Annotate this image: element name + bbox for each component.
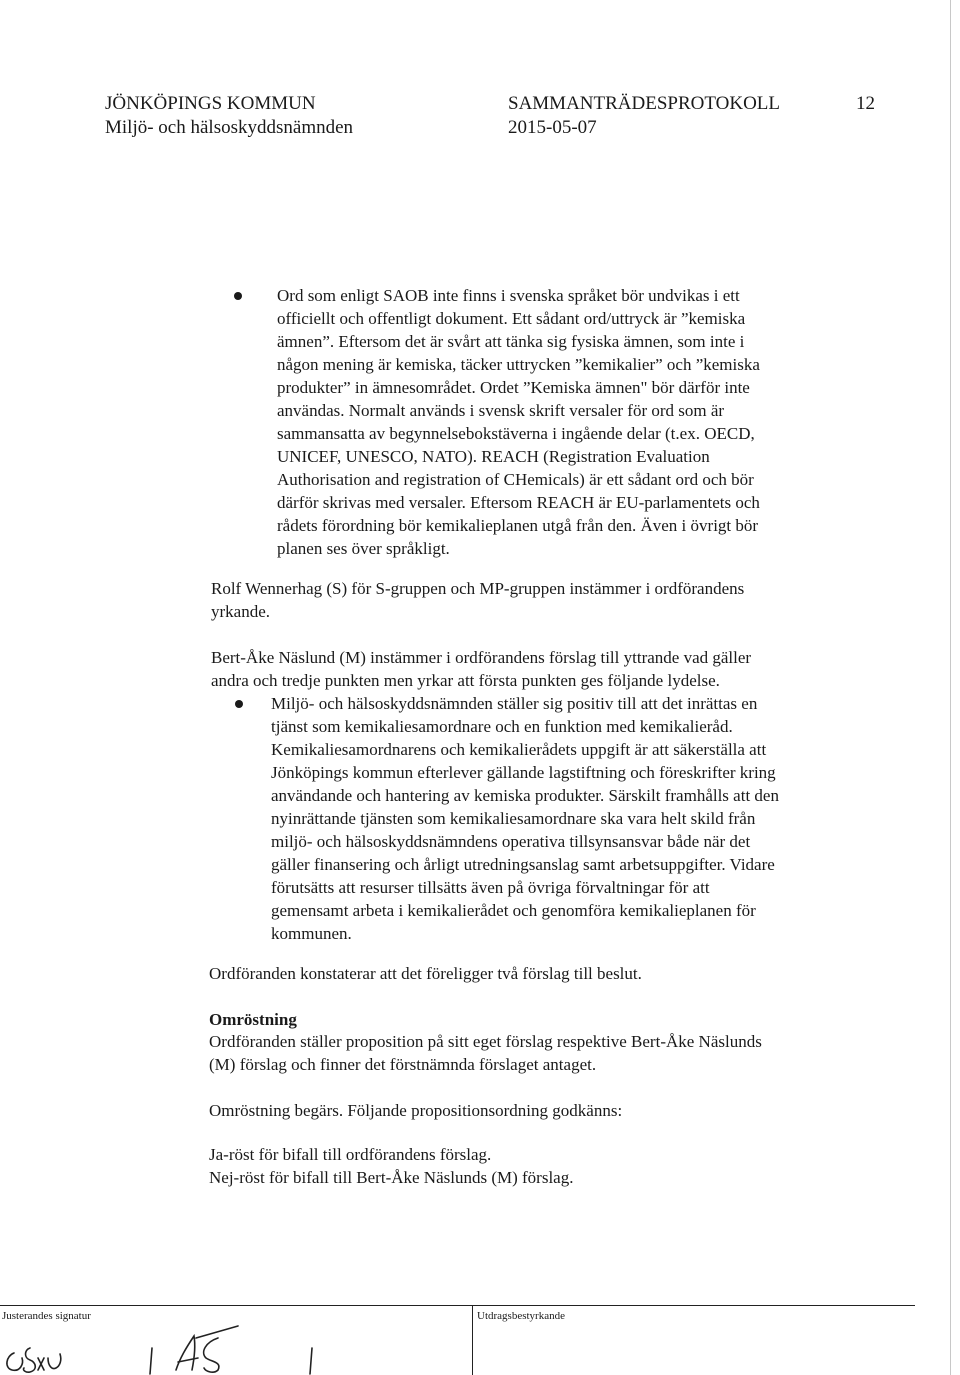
vote-ja: Ja-röst för bifall till ordförandens förslag. [209, 1145, 492, 1164]
text-line: rådets förordning bör kemikalieplanen utgå från den. Även i övrigt bör [277, 516, 759, 535]
text-line: miljö- och hälsoskyddsnämndens operativa tillsynsansvar både när det [271, 832, 751, 851]
page-number: 12 [856, 93, 875, 114]
text-line: andra och tredje punkten men yrkar att första punkten ges följande lydelse. [211, 671, 720, 690]
signature-2 [150, 1326, 312, 1374]
header-org: JÖNKÖPINGS KOMMUN [105, 93, 316, 114]
footer-divider [0, 1305, 915, 1306]
text-line: (M) förslag och finner det förstnämnda förslaget antaget. [209, 1055, 597, 1074]
paragraph-ordforanden: Ordföranden konstaterar att det föreligger två förslag till beslut. [209, 964, 642, 983]
section-heading-omrostning: Omröstning [209, 1010, 297, 1029]
text-line: därför skrivas med versaler. Eftersom REACH är EU-parlamentets och [277, 493, 760, 512]
text-line: Ord som enligt SAOB inte finns i svenska språket bör undvikas i ett [277, 286, 740, 305]
bullet-icon [234, 292, 242, 300]
footer-column-divider [472, 1305, 473, 1375]
paragraph-omrostning [209, 1030, 849, 1076]
text-line: tjänst som kemikaliesamordnare och en funktion med kemikalieråd. [271, 717, 733, 736]
vote-nej: Nej-röst för bifall till Bert-Åke Näslunds (M) förslag. [209, 1168, 574, 1187]
signatures [0, 1318, 470, 1375]
footer-label-utdrag: Utdragsbestyrkande [477, 1310, 565, 1322]
text-line: Miljö- och hälsoskyddsnämnden ställer sig positiv till att det inrättas en [271, 694, 758, 713]
text-line: förutsätts att resurser tillsätts även på övriga förvaltningar för att [271, 878, 710, 897]
text-line: Authorisation and registration of CHemicals) är ett sådant ord och bör [277, 470, 754, 489]
text-line: Bert-Åke Näslund (M) instämmer i ordförandens förslag till yttrande vad gäller [211, 648, 752, 667]
text-line: produkter” in ämnesområdet. Ordet ”Kemiska ämnen" bör därför inte [277, 378, 750, 397]
paragraph-rolf [211, 577, 851, 623]
text-line: gäller finansering och årligt utredningsanslag samt arbetsuppgifter. Vidare [271, 855, 775, 874]
text-line: yrkande. [211, 602, 271, 621]
scan-edge-line [950, 0, 951, 1375]
header-doc-type: SAMMANTRÄDESPROTOKOLL [508, 93, 781, 114]
text-line: gemensamt arbeta i kemikalierådet och genomföra kemikalieplanen för [271, 901, 756, 920]
signature-1 [7, 1348, 61, 1372]
text-line: officiellt och offentligt dokument. Ett sådant ord/uttryck är ”kemiska [277, 309, 746, 328]
footer-label-justerandes: Justerandes signatur [2, 1310, 91, 1322]
text-line: sammansatta av begynnelsebokstäverna i ingående delar (t.ex. OECD, [277, 424, 755, 443]
text-line: Jönköpings kommun efterlever gällande lagstiftning och föreskrifter kring [271, 763, 776, 782]
text-line: användas. Normalt används i svensk skrift versaler för ord som är [277, 401, 725, 420]
paragraph-begars: Omröstning begärs. Följande propositionsordning godkänns: [209, 1101, 623, 1120]
text-line: Rolf Wennerhag (S) för S-gruppen och MP-gruppen instämmer i ordförandens [211, 579, 745, 598]
text-line: Kemikaliesamordnarens och kemikalierådets uppgift är att säkerställa att [271, 740, 767, 759]
text-line: någon mening är kemiska, täcker uttrycken ”kemikalier” och ”kemiska [277, 355, 760, 374]
text-line: UNICEF, UNESCO, NATO). REACH (Registration Evaluation [277, 447, 710, 466]
text-line: planen ses över språkligt. [277, 539, 450, 558]
text-line: Ordföranden ställer proposition på sitt eget förslag respektive Bert-Åke Näslunds [209, 1032, 762, 1051]
text-line: användande och hantering av kemiska produkter. Särskilt framhålls att den [271, 786, 779, 805]
text-line: kommunen. [271, 924, 352, 943]
text-line: ämnen”. Eftersom det är svårt att tänka sig fysiska ämnen, som inte i [277, 332, 745, 351]
bullet-1-text [277, 284, 837, 560]
header-dept: Miljö- och hälsoskyddsnämnden [105, 117, 354, 138]
paragraph-bertake [211, 646, 851, 692]
bullet-2-text [271, 692, 861, 945]
text-line: nyinrättande tjänsten som kemikaliesamordnare ska vara helt skild från [271, 809, 756, 828]
bullet-icon [235, 700, 243, 708]
header-date: 2015-05-07 [508, 117, 597, 138]
